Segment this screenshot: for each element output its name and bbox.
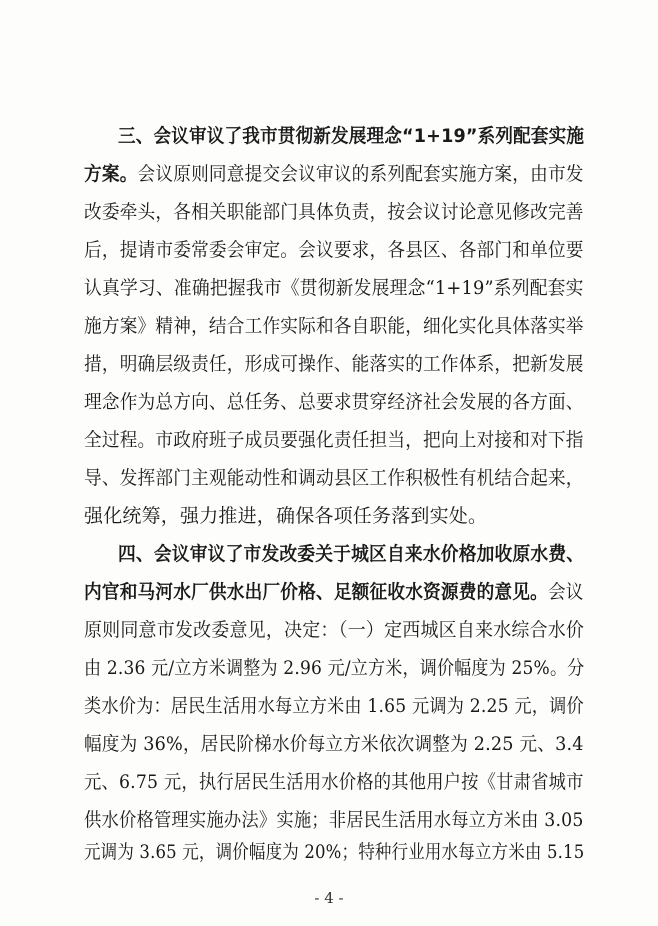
section3-line-1 (84, 162, 584, 186)
section4-line-2: 原则同意市发改委意见，决定：（一）定西城区自来水综合水价 (84, 619, 585, 641)
section4-line-1 (84, 580, 584, 604)
section3-line-7: 理念作为总方向、总任务、总要求贯穿经济社会发展的各方面、 (84, 391, 584, 413)
section4-heading: 四、会议审议了市发改委关于城区自来水价格加收原水费、 (118, 543, 585, 565)
section3-line-5: 施方案》精神，结合工作实际和各自职能，细化实化具体落实举 (84, 315, 584, 337)
section3-heading-end: 方案。 (84, 163, 138, 185)
section4-line-4: 类水价为：居民生活用水每立方米由 1.65 元调为 2.25 元，调价 (84, 695, 584, 717)
section3-text: 会议原则同意提交会议审议的系列配套实施方案，由市发 (137, 163, 584, 185)
section3-line-3: 后，提请市委常委会审定。会议要求，各县区、各部门和单位要 (84, 239, 584, 261)
section4-line-6: 元、6.75 元，执行居民生活用水价格的其他用户按《甘肃省城市 (84, 771, 584, 793)
page-number: - 4 - (314, 889, 344, 907)
section3-heading: 三、会议审议了我市贯彻新发展理念“1+19”系列配套实施 (118, 125, 585, 147)
section4-line-8: 元调为 3.65 元，调价幅度为 20%；特种行业用水每立方米由 5.15 (84, 841, 585, 863)
section3-line-9: 导、发挥部门主观能动性和调动县区工作积极性有机结合起来， (84, 467, 584, 489)
section4-text: 会议 (547, 581, 584, 603)
section3-line-4: 认真学习、准确把握我市《贯彻新发展理念“1+19”系列配套实 (84, 277, 584, 299)
section4-line-5: 幅度为 36%，居民阶梯水价每立方米依次调整为 2.25 元、3.4 (84, 733, 584, 755)
section4-line-3: 由 2.36 元/立方米调整为 2.96 元/立方米，调价幅度为 25%。分 (84, 657, 585, 679)
section3-line-10: 强化统筹，强力推进，确保各项任务落到实处。 (84, 505, 488, 527)
section3-line-8: 全过程。市政府班子成员要强化责任担当，把向上对接和对下指 (84, 429, 584, 451)
section4-heading-end: 内官和马河水厂供水出厂价格、足额征收水资源费的意见。 (84, 581, 548, 603)
section3-line-6: 措，明确层级责任，形成可操作、能落实的工作体系，把新发展 (84, 353, 584, 375)
section3-line-2: 改委牵头，各相关职能部门具体负责，按会议讨论意见修改完善 (84, 201, 584, 223)
section4-line-7: 供水价格管理实施办法》实施；非居民生活用水每立方米由 3.05 (84, 809, 584, 831)
